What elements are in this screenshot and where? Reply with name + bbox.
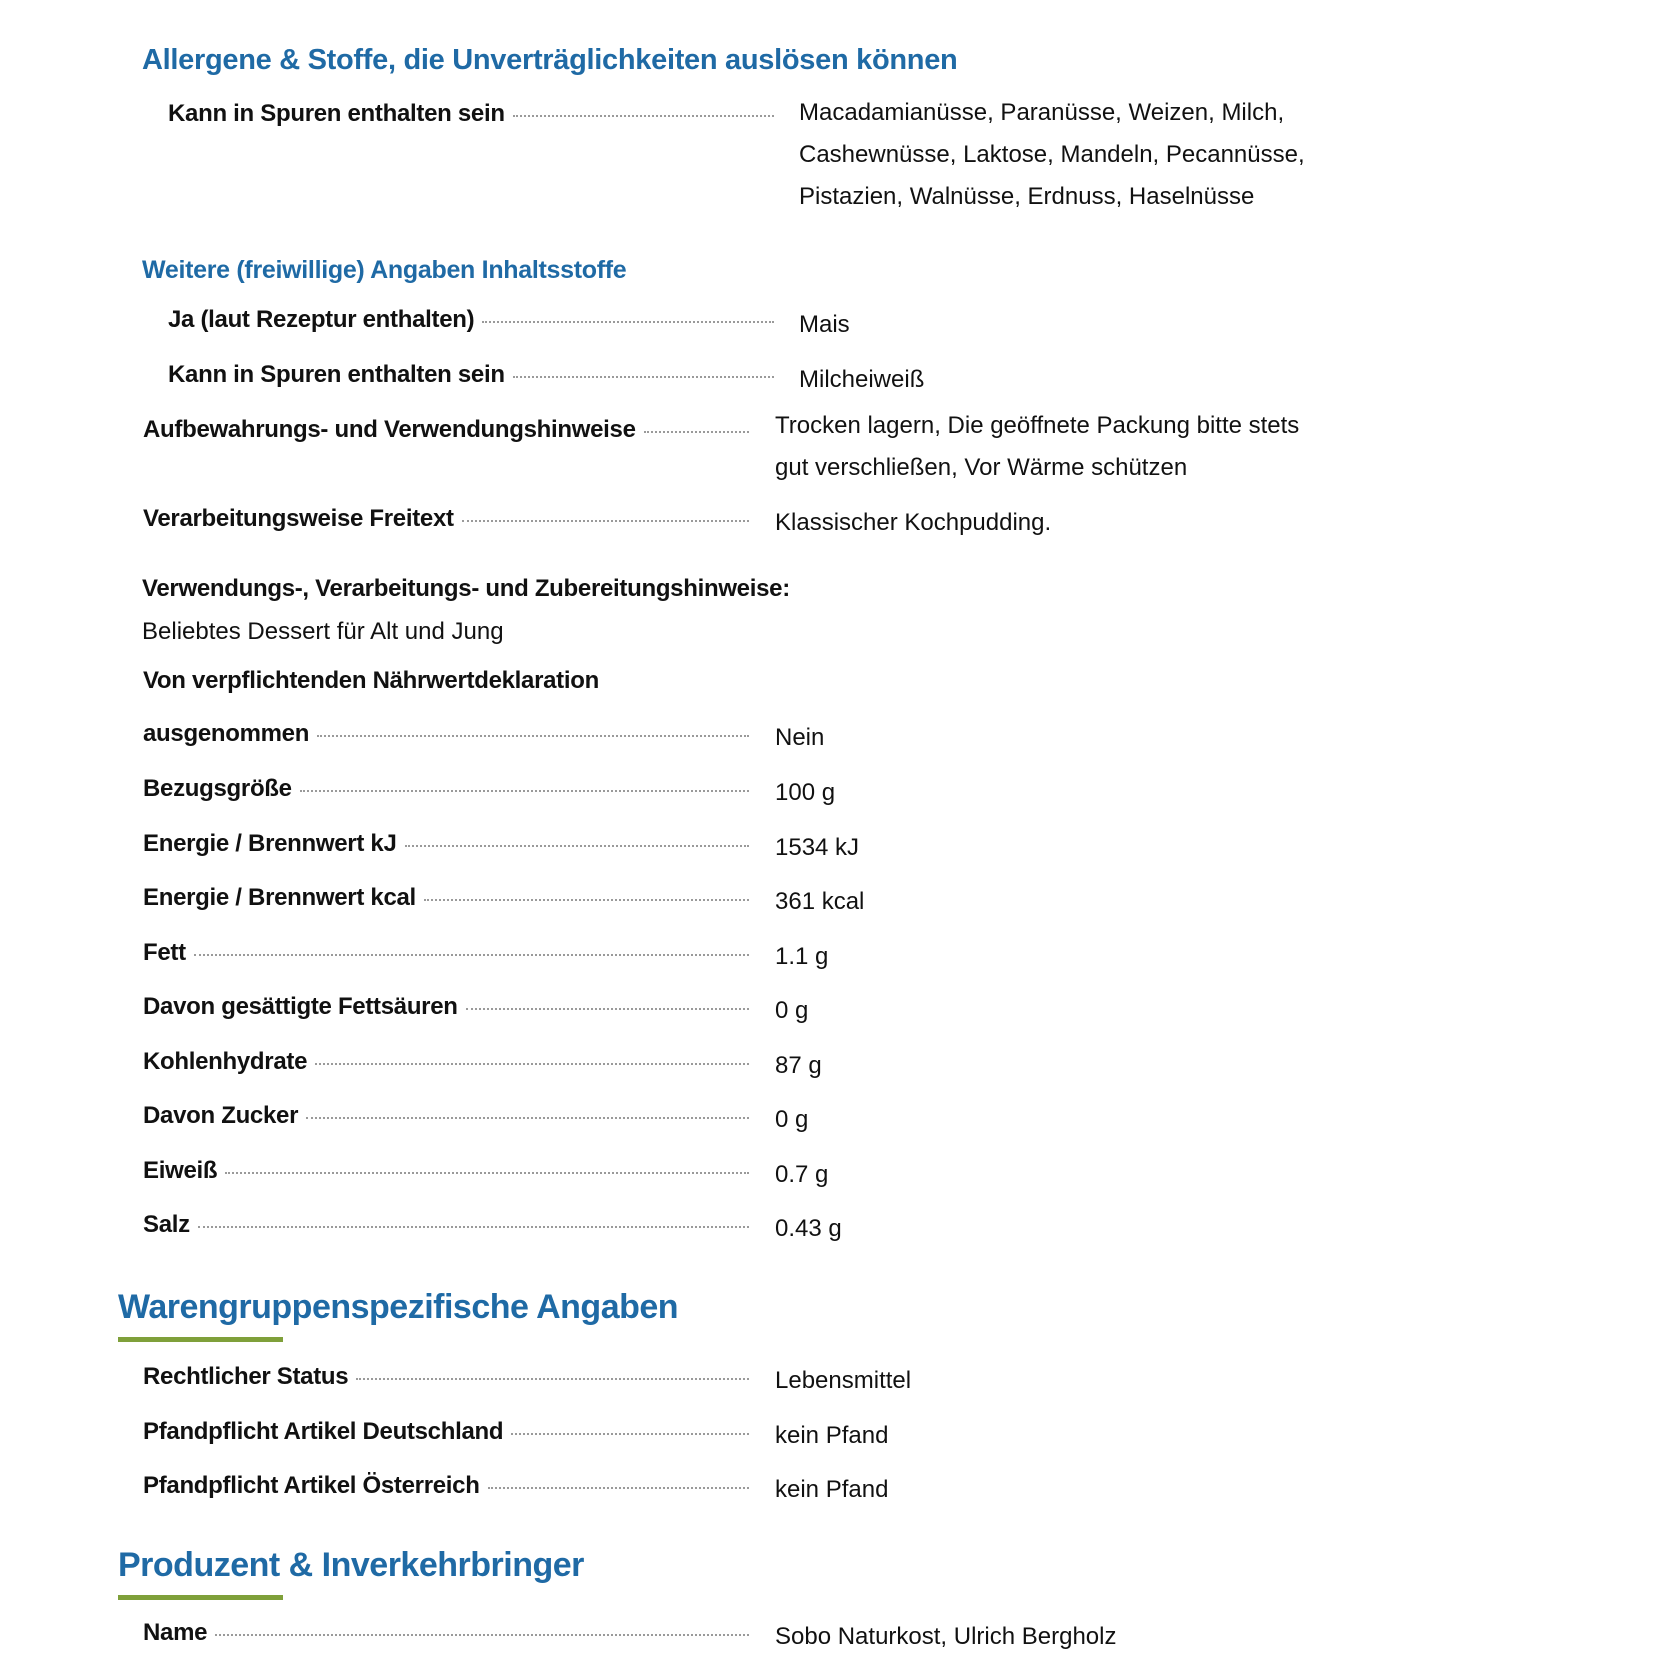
leader-dots bbox=[511, 1433, 749, 1435]
producer-title: Produzent & Inverkehrbringer bbox=[118, 1546, 584, 1584]
nutrition-label: Eiweiß bbox=[143, 1156, 218, 1184]
nutrition-label: Davon Zucker bbox=[143, 1102, 299, 1129]
leader-dots bbox=[405, 845, 750, 847]
leader-dots bbox=[215, 1634, 749, 1636]
voluntary-traces-value: Milcheiweiß bbox=[799, 366, 925, 393]
leader-dots bbox=[488, 1487, 749, 1489]
producer-row bbox=[143, 1619, 749, 1647]
nutrition-value: 1.1 g bbox=[775, 942, 829, 970]
leader-dots bbox=[513, 376, 774, 378]
voluntary-traces-label: Kann in Spuren enthalten sein bbox=[168, 361, 505, 388]
processing-row bbox=[143, 505, 749, 533]
leader-dots bbox=[225, 1172, 749, 1174]
leader-dots bbox=[644, 431, 749, 433]
producer-label: Name bbox=[143, 1619, 208, 1646]
nutrition-exempt-row bbox=[143, 720, 749, 748]
leader-dots bbox=[315, 1063, 749, 1065]
nutrition-label: Davon gesättigte Fettsäuren bbox=[143, 993, 458, 1020]
product-group-value: kein Pfand bbox=[775, 1476, 889, 1503]
leader-dots bbox=[424, 899, 749, 901]
leader-dots bbox=[466, 1008, 749, 1010]
nutrition-label: Kohlenhydrate bbox=[143, 1047, 308, 1075]
nutrition-value: 1534 kJ bbox=[775, 833, 860, 861]
usage-label: Verwendungs-, Verarbeitungs- und Zubereitungshinweise: bbox=[142, 575, 790, 602]
product-group-row bbox=[143, 1363, 749, 1391]
leader-dots bbox=[198, 1226, 749, 1228]
nutrition-row bbox=[143, 884, 749, 912]
producer-value: Sobo Naturkost, Ulrich Bergholz bbox=[775, 1623, 1117, 1650]
allergens-traces-label: Kann in Spuren enthalten sein bbox=[168, 100, 505, 127]
leader-dots bbox=[513, 115, 774, 117]
allergens-traces-line: Macadamianüsse, Paranüsse, Weizen, Milch, bbox=[799, 99, 1285, 126]
nutrition-exempt-label-line2: ausgenommen bbox=[143, 720, 310, 747]
allergens-traces-value bbox=[799, 92, 1305, 218]
section-underline bbox=[118, 1337, 283, 1342]
nutrition-label: Energie / Brennwert kcal bbox=[143, 884, 416, 911]
product-group-row bbox=[143, 1472, 749, 1500]
nutrition-value: 0.7 g bbox=[775, 1160, 829, 1188]
nutrition-value: 0 g bbox=[775, 1106, 809, 1133]
nutrition-label: Bezugsgröße bbox=[143, 775, 292, 802]
nutrition-row bbox=[143, 939, 749, 967]
allergens-traces-line: Pistazien, Walnüsse, Erdnuss, Haselnüsse bbox=[799, 183, 1255, 210]
leader-dots bbox=[306, 1117, 749, 1119]
allergens-heading: Allergene & Stoffe, die Unverträglichkeiten auslösen können bbox=[142, 44, 958, 76]
voluntary-contained-row bbox=[168, 306, 774, 334]
voluntary-contained-label: Ja (laut Rezeptur enthalten) bbox=[168, 306, 475, 333]
leader-dots bbox=[300, 790, 749, 792]
voluntary-traces-row bbox=[168, 361, 774, 389]
product-group-title: Warengruppenspezifische Angaben bbox=[118, 1288, 679, 1326]
nutrition-label: Energie / Brennwert kJ bbox=[143, 829, 397, 857]
nutrition-row bbox=[143, 830, 749, 858]
allergens-traces-line: Cashewnüsse, Laktose, Mandeln, Pecannüsse, bbox=[799, 141, 1305, 168]
nutrition-value: 361 kcal bbox=[775, 888, 865, 915]
nutrition-row bbox=[143, 775, 749, 803]
leader-dots bbox=[482, 321, 774, 323]
leader-dots bbox=[194, 954, 749, 956]
processing-value: Klassischer Kochpudding. bbox=[775, 509, 1052, 536]
nutrition-value: 0 g bbox=[775, 997, 809, 1024]
nutrition-row bbox=[143, 1157, 749, 1185]
product-group-row bbox=[143, 1418, 749, 1446]
storage-row bbox=[143, 416, 749, 444]
leader-dots bbox=[356, 1378, 749, 1380]
nutrition-row bbox=[143, 993, 749, 1021]
nutrition-exempt-value: Nein bbox=[775, 724, 825, 751]
nutrition-value: 87 g bbox=[775, 1051, 822, 1079]
product-group-label: Pfandpflicht Artikel Österreich bbox=[143, 1472, 480, 1499]
storage-line: Trocken lagern, Die geöffnete Packung bitte stets bbox=[775, 412, 1300, 439]
product-group-label: Rechtlicher Status bbox=[143, 1363, 349, 1390]
section-underline bbox=[118, 1595, 283, 1600]
nutrition-row bbox=[143, 1048, 749, 1076]
nutrition-label: Salz bbox=[143, 1211, 190, 1238]
nutrition-exempt-label: Von verpflichtenden Nährwertdeklaration bbox=[143, 667, 599, 694]
product-group-value: kein Pfand bbox=[775, 1421, 889, 1449]
nutrition-value: 100 g bbox=[775, 779, 836, 806]
leader-dots bbox=[317, 735, 749, 737]
voluntary-heading: Weitere (freiwillige) Angaben Inhaltsstoffe bbox=[142, 256, 627, 284]
processing-label: Verarbeitungsweise Freitext bbox=[143, 505, 454, 532]
nutrition-label: Fett bbox=[143, 938, 186, 966]
storage-value bbox=[775, 405, 1299, 489]
nutrition-row bbox=[143, 1102, 749, 1130]
voluntary-contained-value: Mais bbox=[799, 311, 850, 338]
storage-line: gut verschließen, Vor Wärme schützen bbox=[775, 454, 1188, 481]
leader-dots bbox=[462, 520, 749, 522]
nutrition-row bbox=[143, 1211, 749, 1239]
usage-text: Beliebtes Dessert für Alt und Jung bbox=[142, 618, 504, 645]
nutrition-value: 0.43 g bbox=[775, 1215, 842, 1242]
allergens-traces-row bbox=[168, 100, 774, 128]
product-group-value: Lebensmittel bbox=[775, 1367, 912, 1394]
storage-label: Aufbewahrungs- und Verwendungshinweise bbox=[143, 416, 636, 443]
product-group-label: Pfandpflicht Artikel Deutschland bbox=[143, 1417, 504, 1445]
